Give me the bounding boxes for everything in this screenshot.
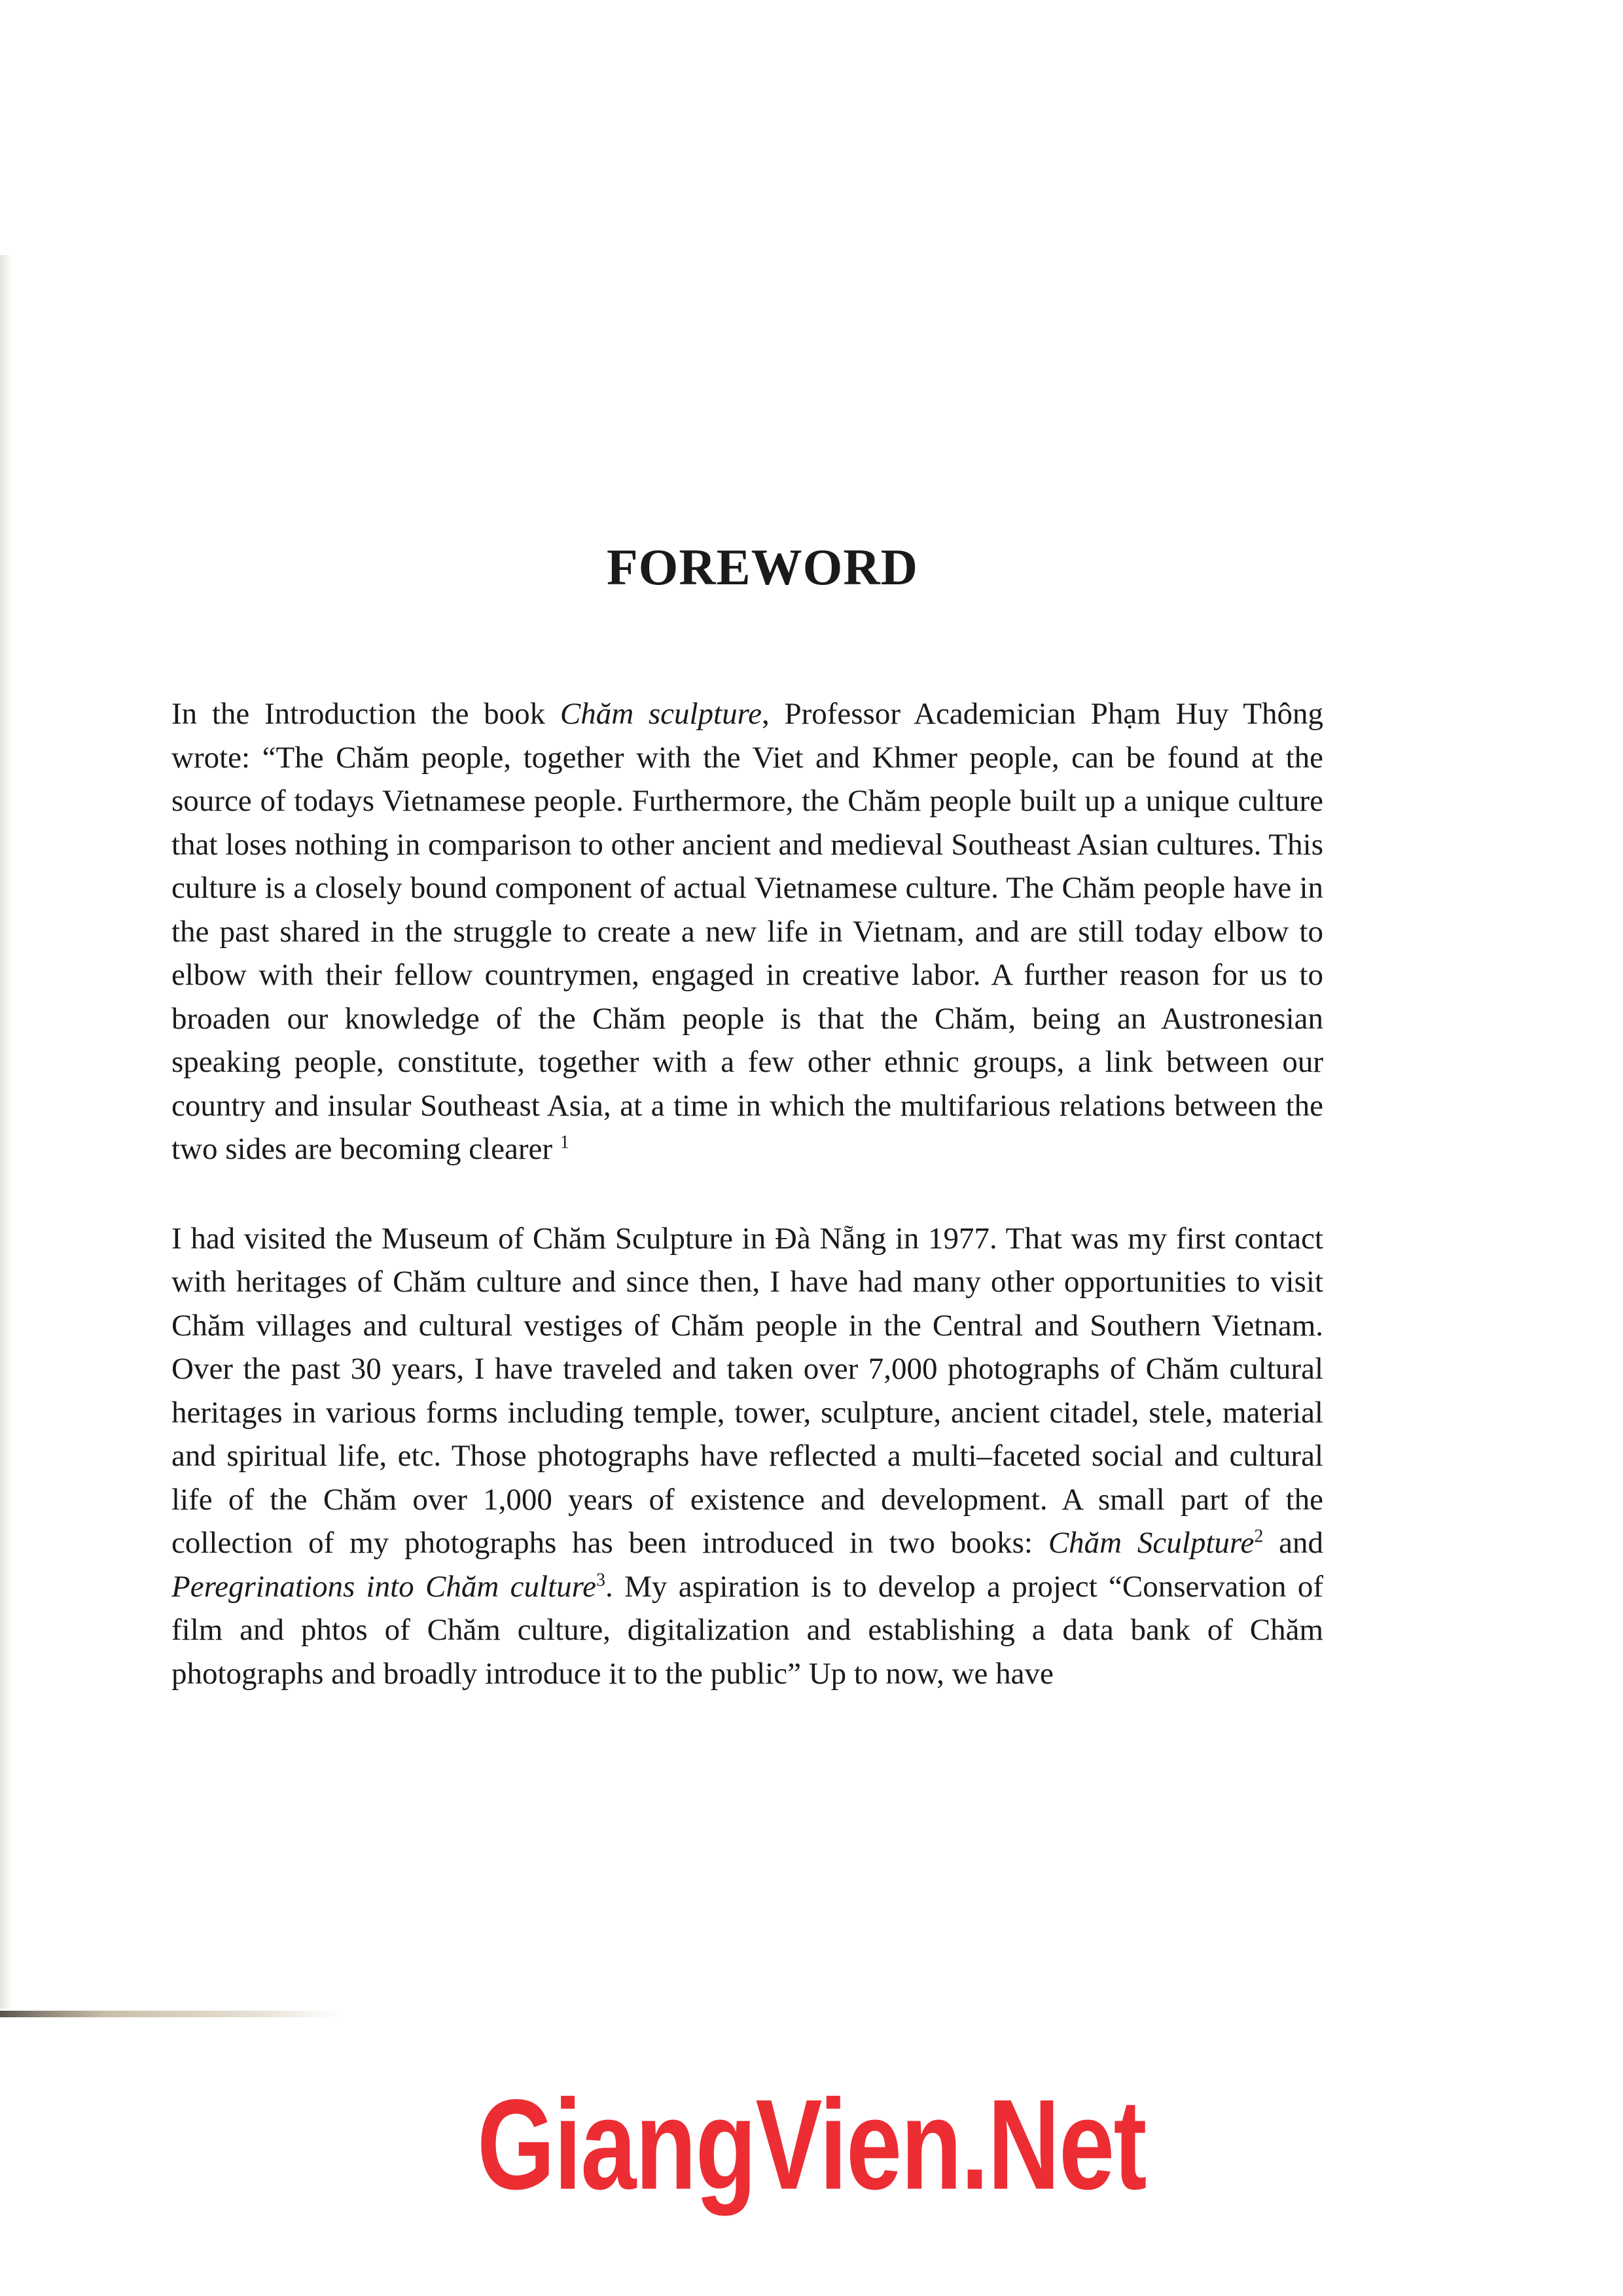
page-edge-shadow <box>0 255 12 2009</box>
paragraph-museum <box>171 1217 1323 1696</box>
book-title-peregrinations: Peregrinations into Chăm culture <box>171 1569 597 1604</box>
conjunction-and: and <box>1263 1526 1323 1560</box>
museum-text-part1: I had visited the Museum of Chăm Sculpture in Đà Nẵng in 1977. That was my first contact with heritages of Chăm culture and since then, I have had many other opportunities to visit Chăm villages and cultural vestiges of Chăm people in the Central and Southern Vietnam. Over the past 30 years, I have traveled and taken over 7,000 photographs of Chăm cultural heritages in various forms including temple, tower, sculpture, ancient citadel, stele, material and spiritual life, etc. Those photographs have reflected a multi–faceted social and cultural life of the Chăm over 1,000 years of existence and development. A small part of the collection of my photographs has been introduced in two books: <box>171 1221 1323 1560</box>
intro-quote: , Professor Academician Phạm Huy Thông wrote: “The Chăm people, together with the Viet and Khmer people, can be found at the source of todays Vietnamese people. Furthermore, the Chăm people built up a unique culture that loses nothing in comparison to other ancient and medieval Southeast Asian cultures. This culture is a closely bound component of actual Vietnamese culture. The Chăm people have in the past shared in the struggle to create a new life in Vietnam, and are still today elbow to elbow with their fellow countrymen, engaged in creative labor. A further reason for us to broaden our knowledge of the Chăm people is that the Chăm, being an Austronesian speaking people, constitute, together with a few other ethnic groups, a link between our country and insular Southeast Asia, at a time in which the multifarious relations between the two sides are becoming clearer <box>171 697 1323 1166</box>
museum-text-part2: . My aspiration is to develop a project “Conservation of film and phtos of Chăm culture, digitalization and establishing a data bank of Chăm photographs and broadly introduce it to the public” Up to now, we have <box>171 1569 1324 1691</box>
intro-prefix: In the Introduction the book <box>171 697 560 731</box>
footnote-ref-2[interactable]: 2 <box>1254 1526 1264 1547</box>
book-title-cham-sculpture-2: Chăm Sculpture <box>1048 1526 1255 1560</box>
footnote-ref-1[interactable]: 1 <box>560 1132 569 1153</box>
book-title-cham-sculpture: Chăm sculpture <box>560 697 762 731</box>
page-bottom-edge <box>0 2011 340 2017</box>
page-title: FOREWORD <box>607 539 918 595</box>
footnote-ref-3[interactable]: 3 <box>596 1569 606 1590</box>
main-text-column <box>171 692 1323 1695</box>
paragraph-intro <box>171 692 1323 1171</box>
watermark-logo: GiangVien.Net <box>477 2073 1146 2216</box>
